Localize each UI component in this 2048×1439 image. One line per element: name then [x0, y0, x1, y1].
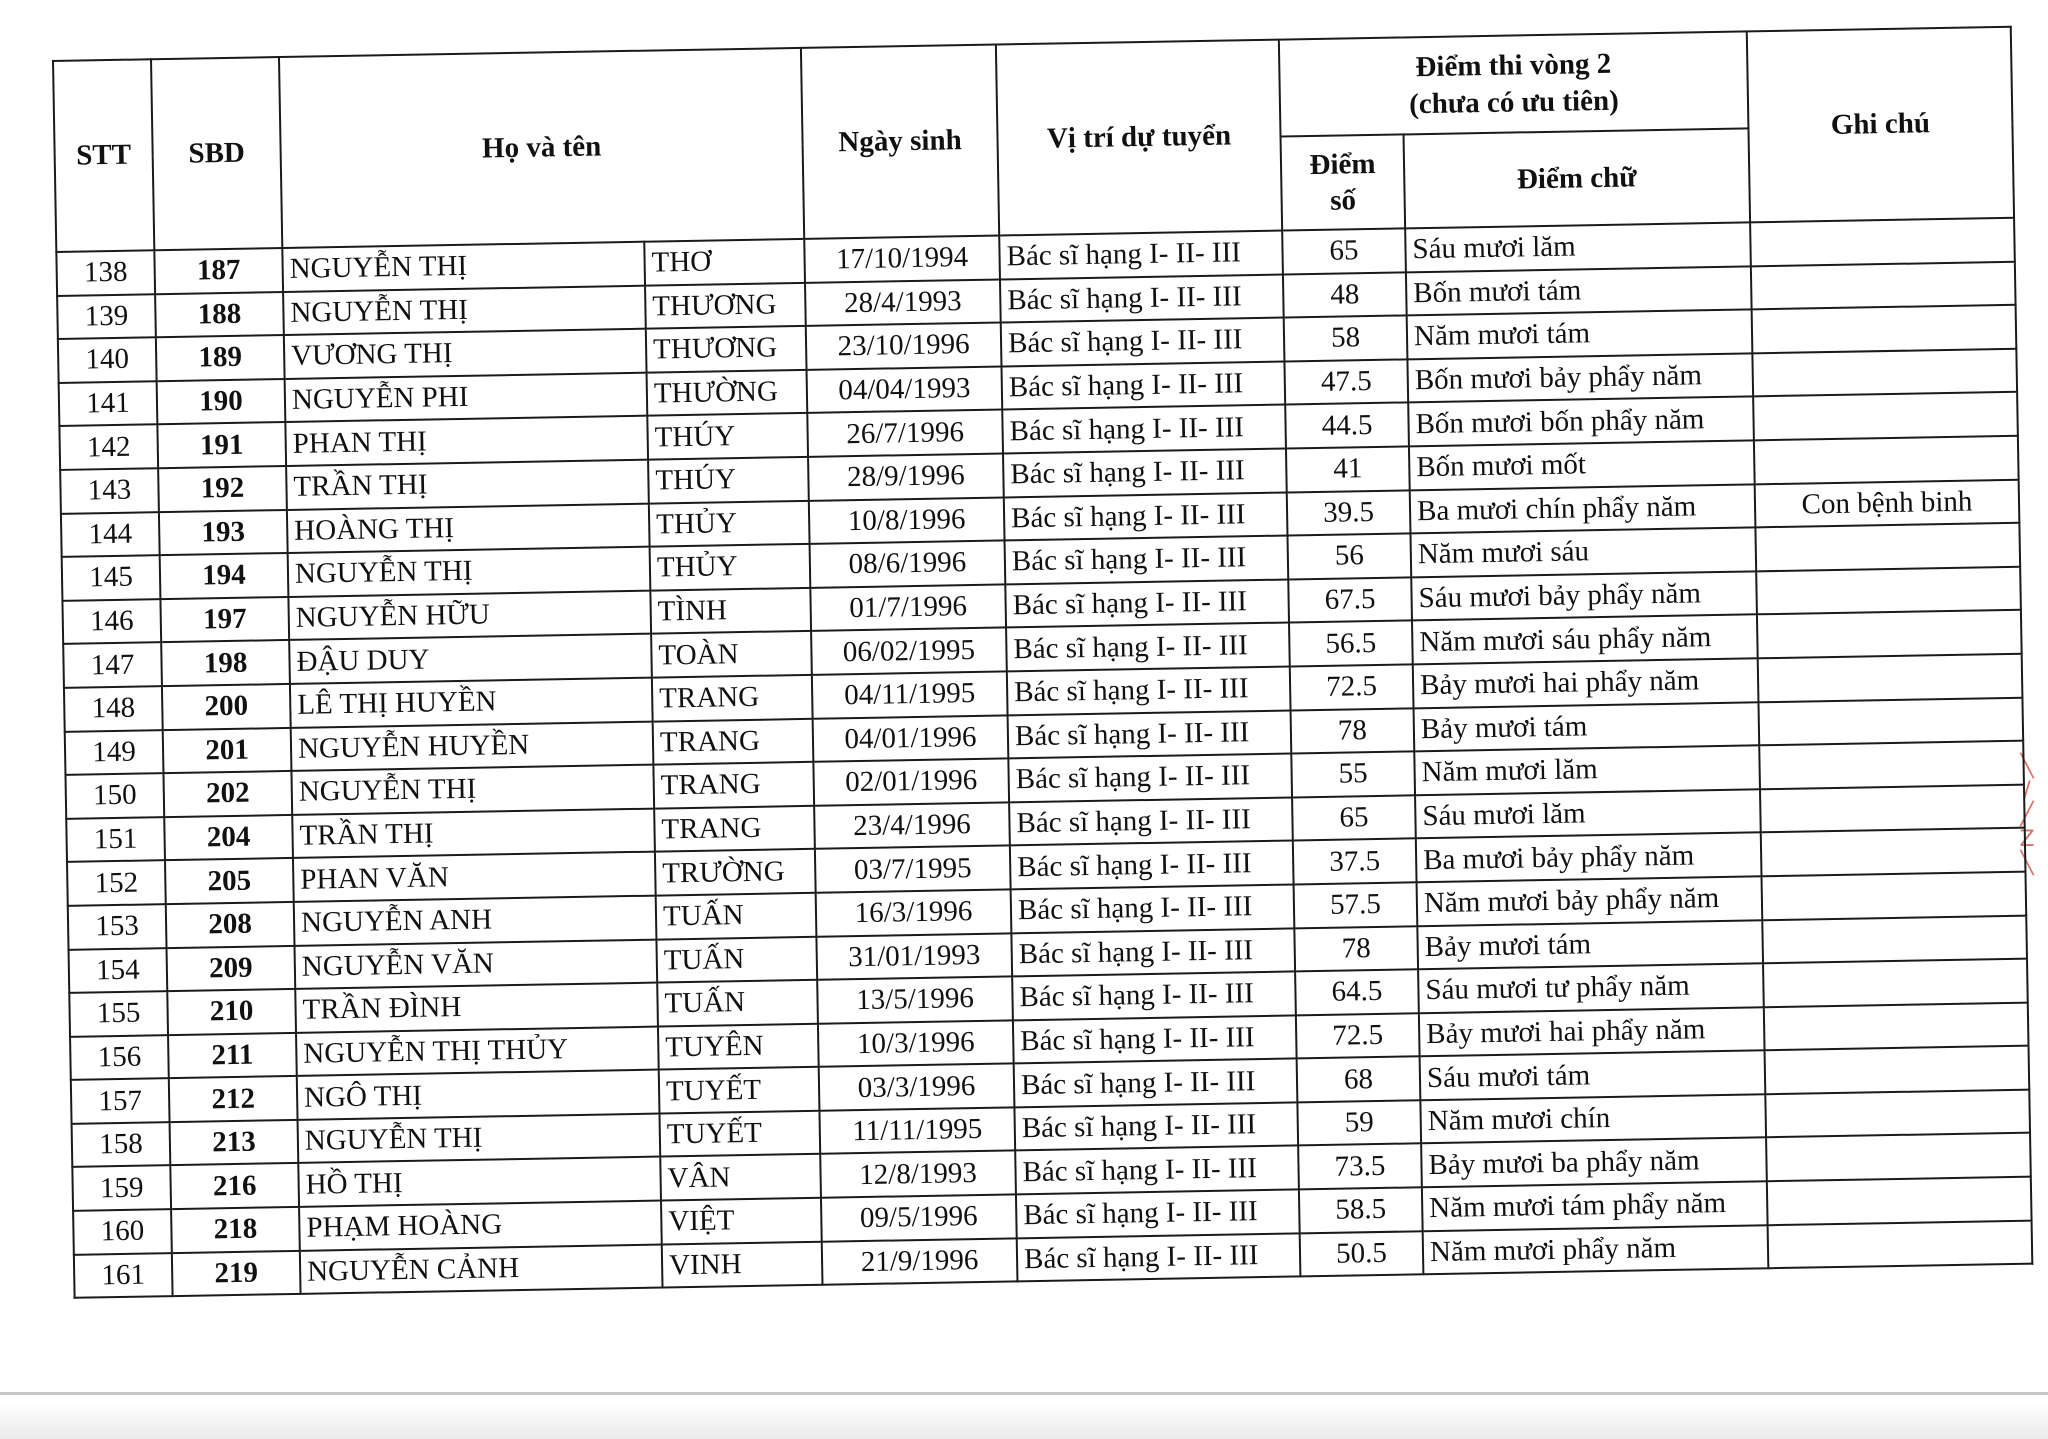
cell-ngay-sinh: 23/4/1996: [814, 802, 1010, 849]
cell-ten: TÌNH: [650, 588, 811, 634]
cell-vi-tri: Bác sĩ hạng I- II- III: [1000, 274, 1284, 323]
cell-ghi-chu: [1752, 349, 2017, 397]
cell-ngay-sinh: 09/5/1996: [821, 1194, 1017, 1241]
cell-ho: NGUYỄN PHI: [285, 372, 648, 422]
cell-stt: 146: [62, 599, 161, 644]
cell-ngay-sinh: 13/5/1996: [817, 976, 1013, 1023]
cell-ghi-chu: [1751, 261, 2016, 309]
cell-diem-so: 65: [1292, 795, 1416, 841]
margin-stamp-marks: ╲ / ╱ Z ╲: [2019, 754, 2035, 876]
cell-stt: 141: [59, 381, 158, 426]
cell-ten: THỦY: [650, 544, 811, 590]
cell-diem-so: 37.5: [1293, 839, 1417, 885]
cell-stt: 140: [58, 337, 157, 382]
cell-stt: 138: [56, 250, 155, 295]
page-bottom-shade: [0, 1403, 2048, 1439]
cell-diem-chu: Bảy mươi hai phẩy năm: [1413, 658, 1759, 708]
cell-ho: NGUYỄN THỊ THỦY: [296, 1026, 659, 1076]
cell-ngay-sinh: 04/11/1995: [812, 671, 1008, 718]
cell-stt: 145: [62, 555, 161, 600]
cell-ten: TUYẾT: [659, 1067, 820, 1113]
cell-ghi-chu: [1756, 566, 2021, 614]
cell-stt: 158: [72, 1122, 171, 1167]
cell-ho: NGUYỄN THỊ: [283, 285, 646, 335]
header-diem-so: [1281, 134, 1406, 230]
cell-ghi-chu: [1763, 959, 2028, 1007]
cell-diem-so: 57.5: [1294, 882, 1418, 928]
cell-vi-tri: Bác sĩ hạng I- II- III: [1008, 710, 1292, 759]
cell-ho: TRẦN THỊ: [292, 808, 655, 858]
cell-stt: 151: [66, 817, 165, 862]
header-vi-tri: Vị trí dự tuyển: [996, 40, 1282, 236]
cell-diem-chu: Bảy mươi tám: [1414, 702, 1760, 752]
cell-ten: TOÀN: [651, 631, 812, 677]
cell-diem-chu: Sáu mươi lăm: [1415, 789, 1761, 839]
cell-diem-chu: Sáu mươi tám: [1420, 1051, 1766, 1101]
cell-diem-so: 59: [1297, 1100, 1421, 1146]
cell-ten: THƯỜNG: [647, 370, 808, 416]
cell-ngay-sinh: 10/8/1996: [809, 497, 1005, 544]
cell-vi-tri: Bác sĩ hạng I- II- III: [1007, 666, 1291, 715]
cell-ngay-sinh: 16/3/1996: [816, 889, 1012, 936]
cell-stt: 150: [65, 773, 164, 818]
cell-ngay-sinh: 04/01/1996: [813, 715, 1009, 762]
cell-sbd: 191: [157, 422, 286, 468]
cell-vi-tri: Bác sĩ hạng I- II- III: [1006, 623, 1290, 672]
cell-ngay-sinh: 28/4/1993: [805, 279, 1001, 326]
cell-stt: 156: [70, 1035, 169, 1080]
cell-diem-chu: Bốn mươi mốt: [1409, 440, 1755, 490]
cell-ho: NGUYỄN HUYỀN: [291, 721, 654, 771]
cell-diem-chu: Sáu mươi lăm: [1405, 222, 1751, 272]
cell-vi-tri: Bác sĩ hạng I- II- III: [1001, 361, 1285, 410]
cell-ho: NGUYỄN THỊ: [291, 765, 654, 815]
cell-vi-tri: Bác sĩ hạng I- II- III: [1009, 797, 1293, 846]
cell-diem-chu: Năm mươi tám phẩy năm: [1422, 1181, 1768, 1231]
cell-stt: 144: [61, 512, 160, 557]
cell-vi-tri: Bác sĩ hạng I- II- III: [1001, 318, 1285, 367]
cell-stt: 142: [59, 425, 158, 470]
cell-ghi-chu: [1761, 828, 2026, 876]
cell-vi-tri: Bác sĩ hạng I- II- III: [1005, 579, 1289, 628]
cell-ghi-chu: [1759, 741, 2024, 789]
cell-sbd: 211: [168, 1033, 297, 1079]
cell-diem-so: 67.5: [1288, 577, 1412, 623]
cell-ho: HOÀNG THỊ: [287, 503, 650, 553]
cell-vi-tri: Bác sĩ hạng I- II- III: [1013, 1015, 1297, 1064]
results-table-container: [52, 26, 2031, 1299]
cell-vi-tri: Bác sĩ hạng I- II- III: [1002, 405, 1286, 454]
header-diem-so-line2: số: [1329, 184, 1357, 217]
cell-ho: PHẠM HOÀNG: [299, 1201, 662, 1251]
cell-vi-tri: Bác sĩ hạng I- II- III: [1004, 492, 1288, 541]
cell-vi-tri: Bác sĩ hạng I- II- III: [1017, 1233, 1301, 1282]
cell-ngay-sinh: 23/10/1996: [806, 323, 1002, 370]
cell-diem-so: 72.5: [1290, 664, 1414, 710]
cell-vi-tri: Bác sĩ hạng I- II- III: [1005, 536, 1289, 585]
cell-vi-tri: Bác sĩ hạng I- II- III: [1014, 1059, 1298, 1108]
cell-diem-chu: Năm mươi lăm: [1414, 745, 1760, 795]
cell-stt: 139: [57, 294, 156, 339]
cell-sbd: 194: [160, 553, 289, 599]
cell-diem-chu: Năm mươi tám: [1407, 310, 1753, 360]
cell-vi-tri: Bác sĩ hạng I- II- III: [1014, 1102, 1298, 1151]
cell-ten: VIỆT: [661, 1198, 822, 1244]
header-diem-so-line1: Điểm: [1309, 147, 1376, 181]
cell-sbd: 219: [172, 1251, 301, 1297]
scan-edge-line: [0, 1392, 2048, 1395]
cell-diem-chu: Bảy mươi hai phẩy năm: [1419, 1007, 1765, 1057]
cell-sbd: 202: [163, 771, 292, 817]
cell-ghi-chu: [1755, 523, 2020, 571]
cell-ho: PHAN VĂN: [293, 852, 656, 902]
cell-diem-chu: Ba mươi bảy phẩy năm: [1416, 833, 1762, 883]
cell-sbd: 212: [169, 1076, 298, 1122]
cell-ngay-sinh: 01/7/1996: [810, 584, 1006, 631]
cell-sbd: 187: [154, 248, 283, 294]
cell-ngay-sinh: 12/8/1993: [820, 1151, 1016, 1198]
cell-diem-chu: Năm mươi chín: [1420, 1094, 1766, 1144]
cell-ngay-sinh: 21/9/1996: [822, 1238, 1018, 1285]
header-sbd: SBD: [151, 57, 282, 250]
cell-ngay-sinh: 11/11/1995: [819, 1107, 1015, 1154]
cell-ghi-chu: [1754, 436, 2019, 484]
cell-ghi-chu: [1762, 872, 2027, 920]
cell-vi-tri: Bác sĩ hạng I- II- III: [1011, 928, 1295, 977]
cell-ho: NGUYỄN ANH: [294, 895, 657, 945]
cell-ghi-chu: [1766, 1133, 2031, 1181]
cell-ghi-chu: [1765, 1090, 2030, 1138]
cell-ten: THƯƠNG: [645, 282, 806, 328]
cell-diem-so: 58.5: [1299, 1187, 1423, 1233]
cell-ten: THÚY: [647, 413, 808, 459]
cell-vi-tri: Bác sĩ hạng I- II- III: [1010, 841, 1294, 890]
cell-stt: 154: [69, 948, 168, 993]
cell-ghi-chu: [1760, 784, 2025, 832]
cell-diem-chu: Bốn mươi tám: [1406, 266, 1752, 316]
cell-ten: TRANG: [652, 675, 813, 721]
cell-sbd: 198: [161, 640, 290, 686]
cell-sbd: 188: [155, 292, 284, 338]
cell-diem-so: 78: [1291, 708, 1415, 754]
cell-ten: TRANG: [653, 718, 814, 764]
cell-diem-chu: Bốn mươi bảy phẩy năm: [1407, 353, 1753, 403]
cell-vi-tri: Bác sĩ hạng I- II- III: [1011, 884, 1295, 933]
cell-ghi-chu: [1752, 305, 2017, 353]
cell-ho: TRẦN THỊ: [286, 460, 649, 510]
cell-ghi-chu: [1750, 218, 2015, 266]
cell-diem-so: 65: [1282, 228, 1406, 274]
cell-diem-so: 41: [1286, 446, 1410, 492]
cell-diem-so: 55: [1291, 751, 1415, 797]
cell-diem-chu: Bốn mươi bốn phẩy năm: [1408, 397, 1754, 447]
header-ho-ten: Họ và tên: [279, 48, 804, 248]
cell-diem-so: 68: [1297, 1057, 1421, 1103]
cell-ghi-chu: [1762, 915, 2027, 963]
cell-ten: TUẤN: [656, 893, 817, 939]
cell-sbd: 208: [166, 902, 295, 948]
cell-diem-so: 78: [1294, 926, 1418, 972]
cell-ten: TUYÊN: [658, 1023, 819, 1069]
cell-diem-so: 47.5: [1284, 359, 1408, 405]
cell-diem-so: 72.5: [1296, 1013, 1420, 1059]
header-diem-group-line1: Điểm thi vòng 2: [1415, 48, 1612, 84]
cell-diem-so: 44.5: [1285, 403, 1409, 449]
cell-diem-chu: Năm mươi phẩy năm: [1423, 1225, 1769, 1275]
cell-diem-so: 64.5: [1295, 969, 1419, 1015]
cell-ngay-sinh: 31/01/1993: [816, 933, 1012, 980]
cell-vi-tri: Bác sĩ hạng I- II- III: [1016, 1189, 1300, 1238]
cell-diem-so: 48: [1283, 272, 1407, 318]
cell-diem-chu: Sáu mươi tư phẩy năm: [1418, 963, 1764, 1013]
header-ghi-chu: Ghi chú: [1747, 27, 2014, 223]
cell-diem-so: 73.5: [1298, 1144, 1422, 1190]
cell-ghi-chu: Con bệnh binh: [1755, 479, 2020, 527]
results-table-body: [56, 218, 2032, 1298]
cell-ho: LÊ THỊ HUYỀN: [290, 678, 653, 728]
cell-ngay-sinh: 03/3/1996: [819, 1064, 1015, 1111]
cell-diem-so: 56.5: [1289, 621, 1413, 667]
cell-diem-chu: Năm mươi bảy phẩy năm: [1417, 876, 1763, 926]
cell-ten: THÚY: [648, 457, 809, 503]
cell-stt: 147: [63, 643, 162, 688]
cell-ho: NGUYỄN CẢNH: [300, 1244, 663, 1294]
cell-ghi-chu: [1757, 610, 2022, 658]
cell-ten: TUẤN: [656, 936, 817, 982]
cell-ho: ĐẬU DUY: [289, 634, 652, 684]
header-ngay-sinh: Ngày sinh: [801, 45, 999, 239]
cell-sbd: 193: [159, 510, 288, 556]
cell-stt: 148: [64, 686, 163, 731]
cell-stt: 143: [60, 468, 159, 513]
cell-ho: VƯƠNG THỊ: [284, 329, 647, 379]
cell-sbd: 209: [167, 945, 296, 991]
cell-sbd: 204: [164, 815, 293, 861]
cell-stt: 159: [72, 1166, 171, 1211]
cell-ten: TRƯỜNG: [655, 849, 816, 895]
cell-ten: THƯƠNG: [646, 326, 807, 372]
cell-vi-tri: Bác sĩ hạng I- II- III: [1015, 1146, 1299, 1195]
cell-stt: 153: [68, 904, 167, 949]
cell-stt: 160: [73, 1209, 172, 1254]
header-stt: STT: [53, 59, 154, 252]
cell-sbd: 218: [171, 1207, 300, 1253]
cell-diem-chu: Sáu mươi bảy phẩy năm: [1411, 571, 1757, 621]
cell-ho: NGUYỄN THỊ: [298, 1113, 661, 1163]
cell-sbd: 213: [170, 1120, 299, 1166]
cell-ngay-sinh: 08/6/1996: [810, 541, 1006, 588]
cell-stt: 155: [69, 991, 168, 1036]
cell-sbd: 216: [170, 1163, 299, 1209]
cell-ten: TRANG: [654, 806, 815, 852]
cell-ho: NGUYỄN VĂN: [294, 939, 657, 989]
cell-stt: 149: [65, 730, 164, 775]
cell-sbd: 201: [163, 727, 292, 773]
cell-ghi-chu: [1765, 1046, 2030, 1094]
cell-ngay-sinh: 02/01/1996: [813, 759, 1009, 806]
cell-sbd: 210: [167, 989, 296, 1035]
cell-ten: TUYẾT: [659, 1111, 820, 1157]
results-table: [52, 26, 2033, 1299]
cell-diem-so: 39.5: [1287, 490, 1411, 536]
cell-sbd: 192: [158, 466, 287, 512]
header-diem-group-line2: (chưa có ưu tiên): [1408, 84, 1620, 120]
cell-ten: TRANG: [653, 762, 814, 808]
cell-diem-chu: Năm mươi sáu: [1410, 527, 1756, 577]
cell-stt: 157: [71, 1078, 170, 1123]
cell-ho: HỒ THỊ: [298, 1157, 661, 1207]
header-diem-group: [1279, 31, 1749, 136]
cell-ngay-sinh: 26/7/1996: [807, 410, 1003, 457]
cell-vi-tri: Bác sĩ hạng I- II- III: [999, 231, 1283, 280]
cell-ghi-chu: [1758, 697, 2023, 745]
cell-stt: 161: [74, 1253, 173, 1298]
cell-ho: NGUYỄN THỊ: [282, 242, 645, 292]
cell-ngay-sinh: 17/10/1994: [804, 235, 1000, 282]
cell-ten: VINH: [662, 1241, 823, 1287]
cell-stt: 152: [67, 860, 166, 905]
cell-sbd: 189: [156, 335, 285, 381]
cell-ho: NGUYỄN HỮU: [288, 590, 651, 640]
cell-diem-chu: Bảy mươi ba phẩy năm: [1421, 1138, 1767, 1188]
cell-ngay-sinh: 28/9/1996: [808, 453, 1004, 500]
cell-ngay-sinh: 06/02/1995: [811, 628, 1007, 675]
cell-diem-chu: Bảy mươi tám: [1417, 920, 1763, 970]
cell-sbd: 197: [160, 597, 289, 643]
cell-vi-tri: Bác sĩ hạng I- II- III: [1012, 972, 1296, 1021]
cell-diem-chu: Ba mươi chín phẩy năm: [1410, 484, 1756, 534]
cell-ho: PHAN THỊ: [285, 416, 648, 466]
cell-sbd: 205: [165, 858, 294, 904]
cell-ten: THỦY: [649, 500, 810, 546]
cell-ho: NGÔ THỊ: [297, 1070, 660, 1120]
cell-diem-chu: Năm mươi sáu phẩy năm: [1412, 615, 1758, 665]
cell-ngay-sinh: 04/04/1993: [807, 366, 1003, 413]
cell-ghi-chu: [1753, 392, 2018, 440]
cell-vi-tri: Bác sĩ hạng I- II- III: [1008, 754, 1292, 803]
cell-ten: THƠ: [644, 239, 805, 285]
cell-ghi-chu: [1758, 654, 2023, 702]
cell-sbd: 190: [157, 379, 286, 425]
cell-ho: NGUYỄN THỊ: [288, 547, 651, 597]
cell-ngay-sinh: 03/7/1995: [815, 846, 1011, 893]
cell-ten: VÂN: [660, 1154, 821, 1200]
cell-sbd: 200: [162, 684, 291, 730]
header-diem-chu: Điểm chữ: [1404, 128, 1751, 228]
cell-vi-tri: Bác sĩ hạng I- II- III: [1003, 448, 1287, 497]
cell-diem-so: 56: [1287, 534, 1411, 580]
cell-ghi-chu: [1767, 1177, 2032, 1225]
cell-diem-so: 58: [1284, 316, 1408, 362]
cell-ten: TUẤN: [657, 980, 818, 1026]
cell-diem-so: 50.5: [1300, 1231, 1424, 1277]
cell-ghi-chu: [1768, 1220, 2033, 1268]
cell-ghi-chu: [1764, 1002, 2029, 1050]
cell-ngay-sinh: 10/3/1996: [818, 1020, 1014, 1067]
cell-ho: TRẦN ĐÌNH: [295, 983, 658, 1033]
